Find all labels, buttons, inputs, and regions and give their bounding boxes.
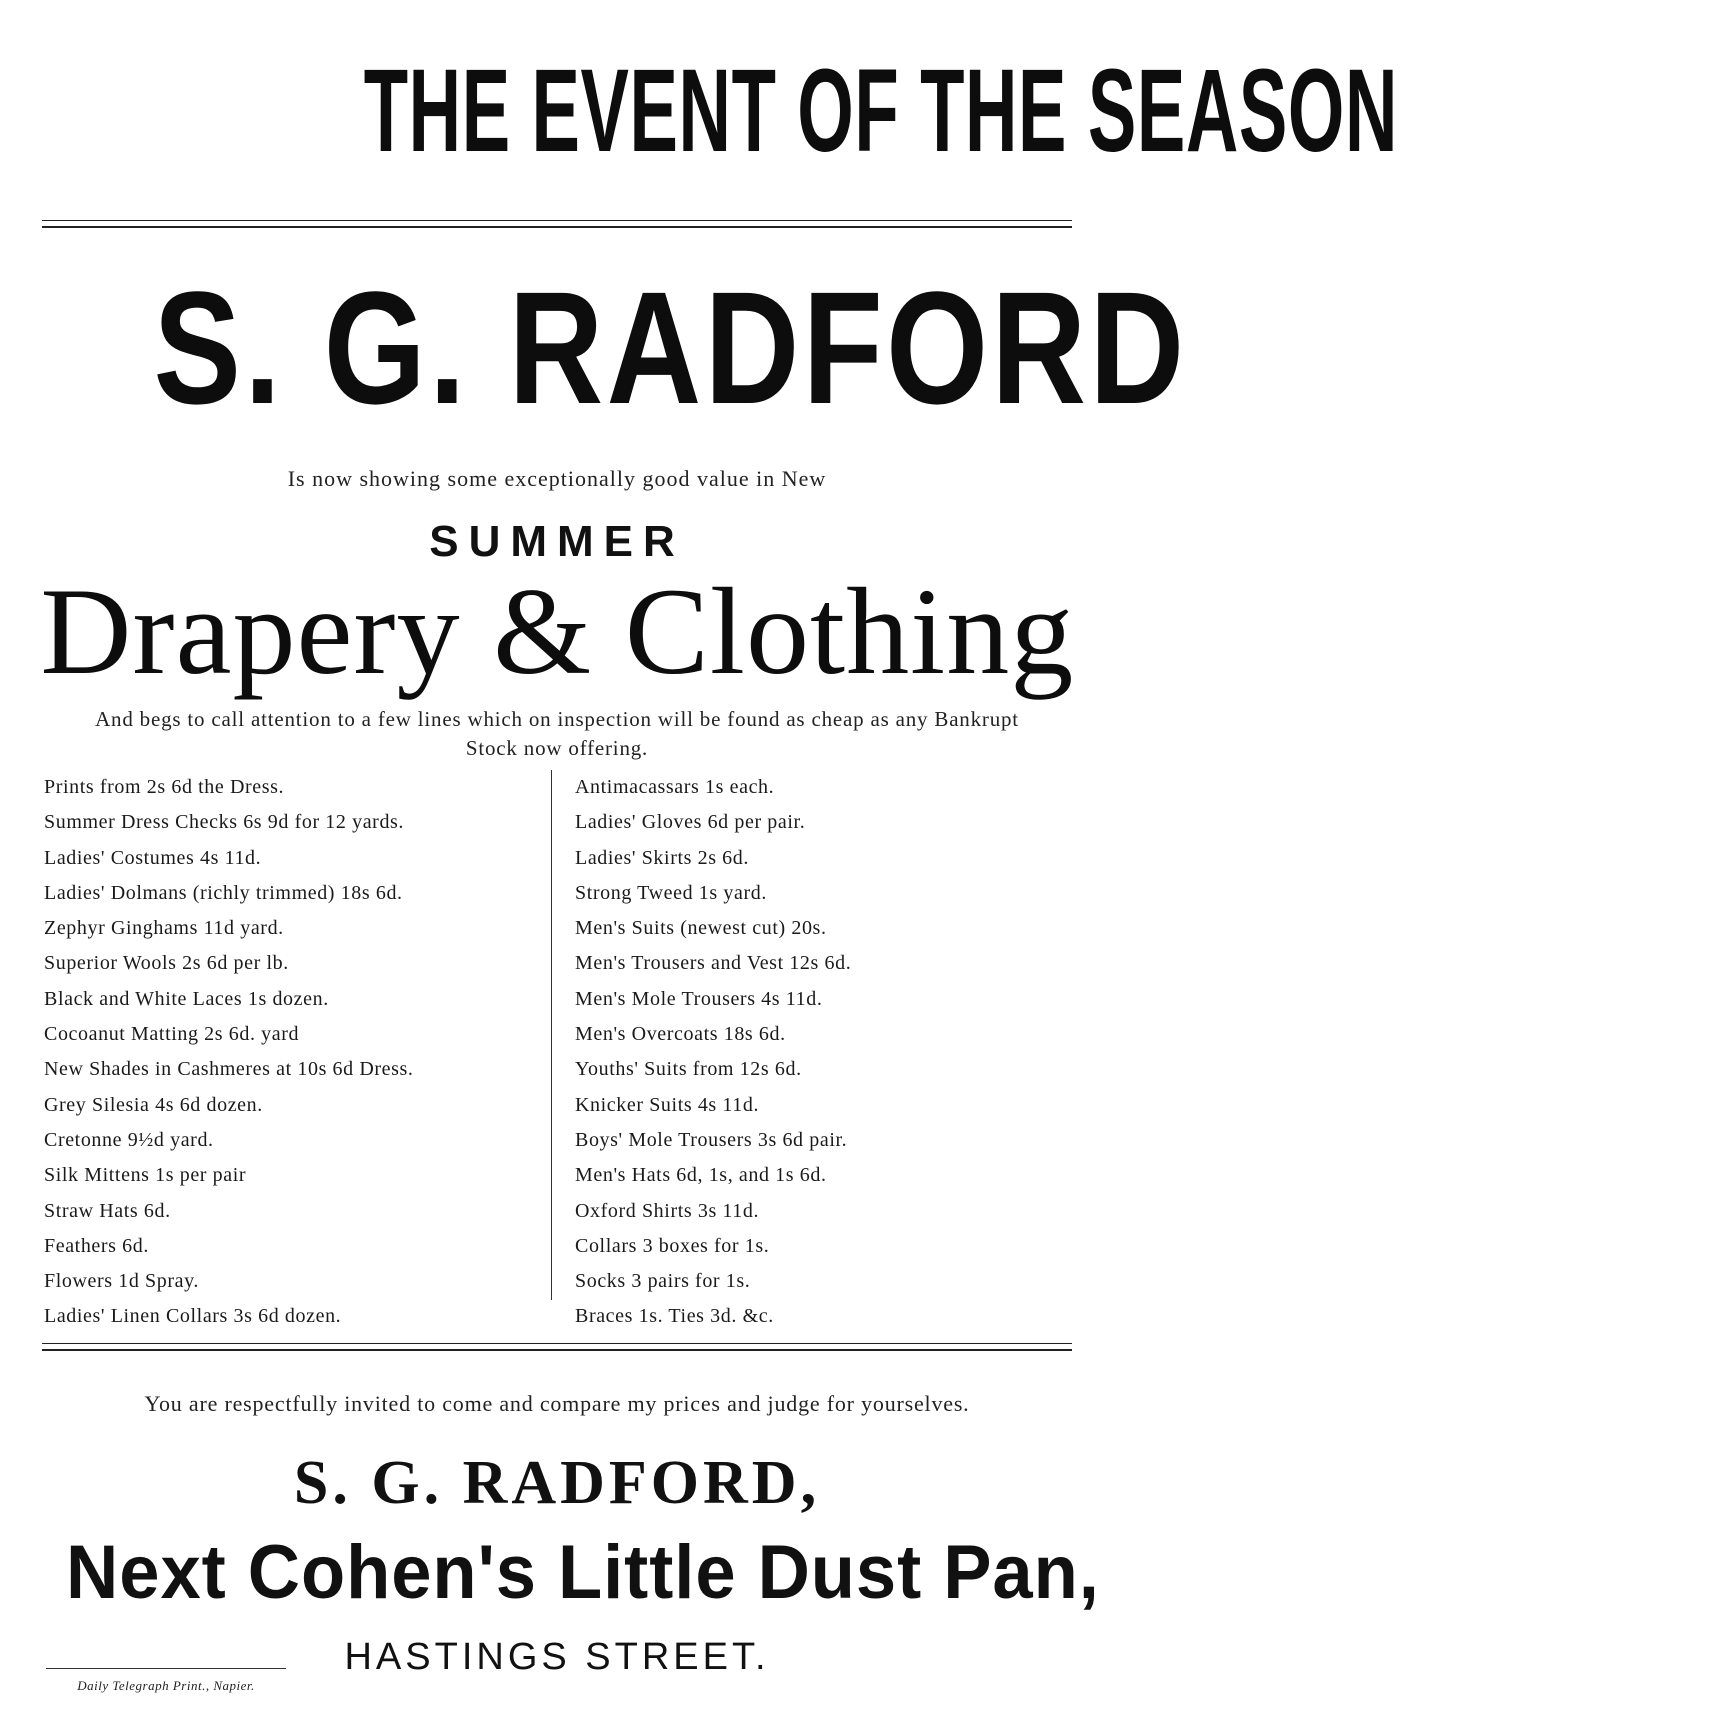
column-divider xyxy=(551,770,552,1300)
price-list-item: Summer Dress Checks 6s 9d for 12 yards. xyxy=(44,811,405,834)
price-list-item: Braces 1s. Ties 3d. &c. xyxy=(575,1305,774,1328)
price-list-item: Cretonne 9½d yard. xyxy=(44,1128,214,1151)
top-divider-rule xyxy=(42,220,1072,228)
price-list-item: Youths' Suits from 12s 6d. xyxy=(575,1058,802,1081)
price-list-item: Men's Suits (newest cut) 20s. xyxy=(575,917,827,940)
imprint-rule xyxy=(46,1668,286,1669)
price-list-item: Ladies' Skirts 2s 6d. xyxy=(575,846,749,869)
merchant-name-headline: S. G. RADFORD xyxy=(153,258,1188,437)
street-line: HASTINGS STREET. xyxy=(344,1636,770,1678)
price-list-item: Men's Overcoats 18s 6d. xyxy=(575,1023,786,1046)
intro-line: Is now showing some exceptionally good value in New xyxy=(287,466,827,491)
price-list-item: Strong Tweed 1s yard. xyxy=(575,881,767,904)
price-list-item: Men's Hats 6d, 1s, and 1s 6d. xyxy=(575,1164,827,1187)
price-list-item: Superior Wools 2s 6d per lb. xyxy=(44,952,289,975)
price-list-item: Ladies' Costumes 4s 11d. xyxy=(44,846,262,869)
price-list-item: Ladies' Linen Collars 3s 6d dozen. xyxy=(44,1305,342,1328)
price-list-item: Ladies' Gloves 6d per pair. xyxy=(575,811,806,834)
headline-event-of-the-season: THE EVENT OF THE SEASON xyxy=(363,45,1399,177)
price-list-right xyxy=(575,770,1075,1335)
price-list-item: Black and White Laces 1s dozen. xyxy=(44,987,329,1010)
price-list-item: Grey Silesia 4s 6d dozen. xyxy=(44,1093,263,1116)
price-list-item: Boys' Mole Trousers 3s 6d pair. xyxy=(575,1128,848,1151)
price-list-item: Ladies' Dolmans (richly trimmed) 18s 6d. xyxy=(44,881,403,904)
price-list-item: Feathers 6d. xyxy=(44,1234,149,1257)
price-list-item: Cocoanut Matting 2s 6d. yard xyxy=(44,1023,300,1046)
price-list-item: Knicker Suits 4s 11d. xyxy=(575,1093,760,1116)
invitation-line: You are respectfully invited to come and compare my prices and judge for yourselves. xyxy=(144,1391,970,1416)
printer-imprint: Daily Telegraph Print., Napier. xyxy=(77,1678,255,1693)
price-list-item: Men's Mole Trousers 4s 11d. xyxy=(575,987,823,1010)
price-list-item: Straw Hats 6d. xyxy=(44,1199,171,1222)
price-list-left xyxy=(44,770,544,1335)
price-list-item: Silk Mittens 1s per pair xyxy=(44,1164,247,1187)
attention-paragraph: And begs to call attention to a few lines which on inspection will be found as cheap as any Bankrupt Stock now offering. xyxy=(95,707,1019,760)
location-line: Next Cohen's Little Dust Pan, xyxy=(66,1530,1100,1615)
merchant-name-footer: S. G. RADFORD, xyxy=(293,1449,821,1517)
price-list-item: Socks 3 pairs for 1s. xyxy=(575,1270,751,1293)
price-list-item: Zephyr Ginghams 11d yard. xyxy=(44,917,284,940)
price-list-item: New Shades in Cashmeres at 10s 6d Dress. xyxy=(44,1058,414,1081)
price-list-item: Oxford Shirts 3s 11d. xyxy=(575,1199,760,1222)
bottom-divider-rule xyxy=(42,1343,1072,1351)
summer-heading: SUMMER xyxy=(429,517,685,566)
price-list-item: Antimacassars 1s each. xyxy=(575,776,775,798)
price-list-item: Prints from 2s 6d the Dress. xyxy=(44,776,285,798)
drapery-clothing-heading: Drapery & Clothing xyxy=(39,563,1075,700)
price-list-item: Collars 3 boxes for 1s. xyxy=(575,1234,770,1257)
price-list-item: Flowers 1d Spray. xyxy=(44,1270,200,1293)
price-list-item: Men's Trousers and Vest 12s 6d. xyxy=(575,952,852,975)
